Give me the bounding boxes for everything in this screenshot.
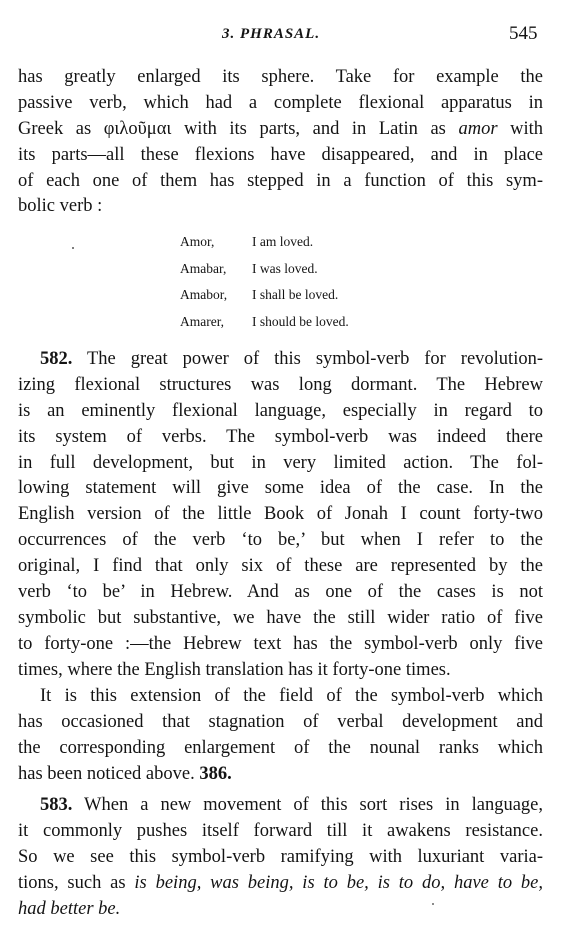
text-line: English version of the little Book of Jonah I count forty-two [18,504,543,525]
text-line: the corresponding enlargement of the nounal ranks which [18,737,543,758]
print-speck [72,247,74,249]
text-line: has occasioned that stagnation of verbal development and [18,711,543,732]
text-line: bolic verb : [18,196,103,217]
text-line: izing flexional structures was long dormant. The Hebrew [18,374,543,395]
print-speck [432,903,434,905]
paragraph-extension [18,684,543,788]
latin-form: Amor, [180,234,215,249]
text-line: its system of verbs. The symbol-verb was indeed there [18,426,543,447]
section-first-line [18,347,543,373]
italic-examples: is being, was being, is to be, is to do, have to be, [134,872,543,893]
english-gloss: I shall be loved. [252,287,339,302]
text-line: in full development, but in very limited action. The fol- [18,452,543,473]
text-line: to forty-one :—the Hebrew text has the symbol-verb only five [18,633,543,654]
text-fragment: The great power of this symbol-verb for revolution- [72,349,543,369]
running-head: 3. PHRASAL. [222,26,321,42]
section-number: 582. [40,349,73,369]
latin-form: Amabar, [180,260,227,276]
text-fragment: When a new movement of this sort rises in language, [72,795,543,815]
text-line: its parts—all these flexions have disappeared, and in place [18,144,543,165]
text-fragment: has been noticed above. [18,763,200,784]
example-row [180,309,349,336]
text-fragment: tions, such as [18,872,135,893]
example-row [180,229,349,256]
text-line: lowing statement will give some idea of the case. In the [18,478,543,499]
section-583 [18,793,543,922]
latin-form: Amabor, [180,287,228,302]
cross-reference: 386. [199,763,232,784]
english-gloss: I am loved. [252,234,314,249]
english-gloss: I should be loved. [252,313,349,329]
english-gloss: I was loved. [252,260,318,276]
conjugation-examples [180,229,349,335]
text-line: Greek as φιλοῦμαι with its parts, and in Latin as amor with [18,118,543,139]
section-first-line [18,793,543,819]
text-line: So we see this symbol-verb ramifying with luxuriant varia- [18,846,543,867]
section-number: 583. [40,795,73,815]
text-line: It is this extension of the field of the symbol-verb which [40,686,543,706]
paragraph-passive-verb [18,65,543,220]
italic-examples: had better be. [18,898,121,919]
page-header [0,23,566,50]
example-row [180,282,349,309]
latin-form: Amarer, [180,313,225,329]
italic-word: amor [458,118,498,139]
text-line [18,871,543,897]
text-line: has greatly enlarged its sphere. Take for example the [18,67,543,87]
section-582 [18,347,543,684]
text-line [18,762,543,788]
text-line: times, where the English translation has it forty-one times. [18,659,451,680]
text-line: it commonly pushes itself forward till it awakens resistance. [18,820,543,841]
example-row [180,256,349,283]
page-number: 545 [509,23,538,44]
text-line: passive verb, which had a complete flexional apparatus in [18,92,543,113]
text-line: verb ‘to be’ in Hebrew. And as one of the cases is not [18,582,543,603]
text-line: of each one of them has stepped in a function of this sym- [18,170,543,191]
text-line: original, I find that only six of these are represented by the [18,556,543,577]
text-line: is an eminently flexional language, especially in regard to [18,400,543,421]
text-line: symbolic but substantive, we have the still wider ratio of five [18,607,543,628]
text-line [18,897,543,923]
text-line: occurrences of the verb ‘to be,’ but when I refer to the [18,530,543,551]
